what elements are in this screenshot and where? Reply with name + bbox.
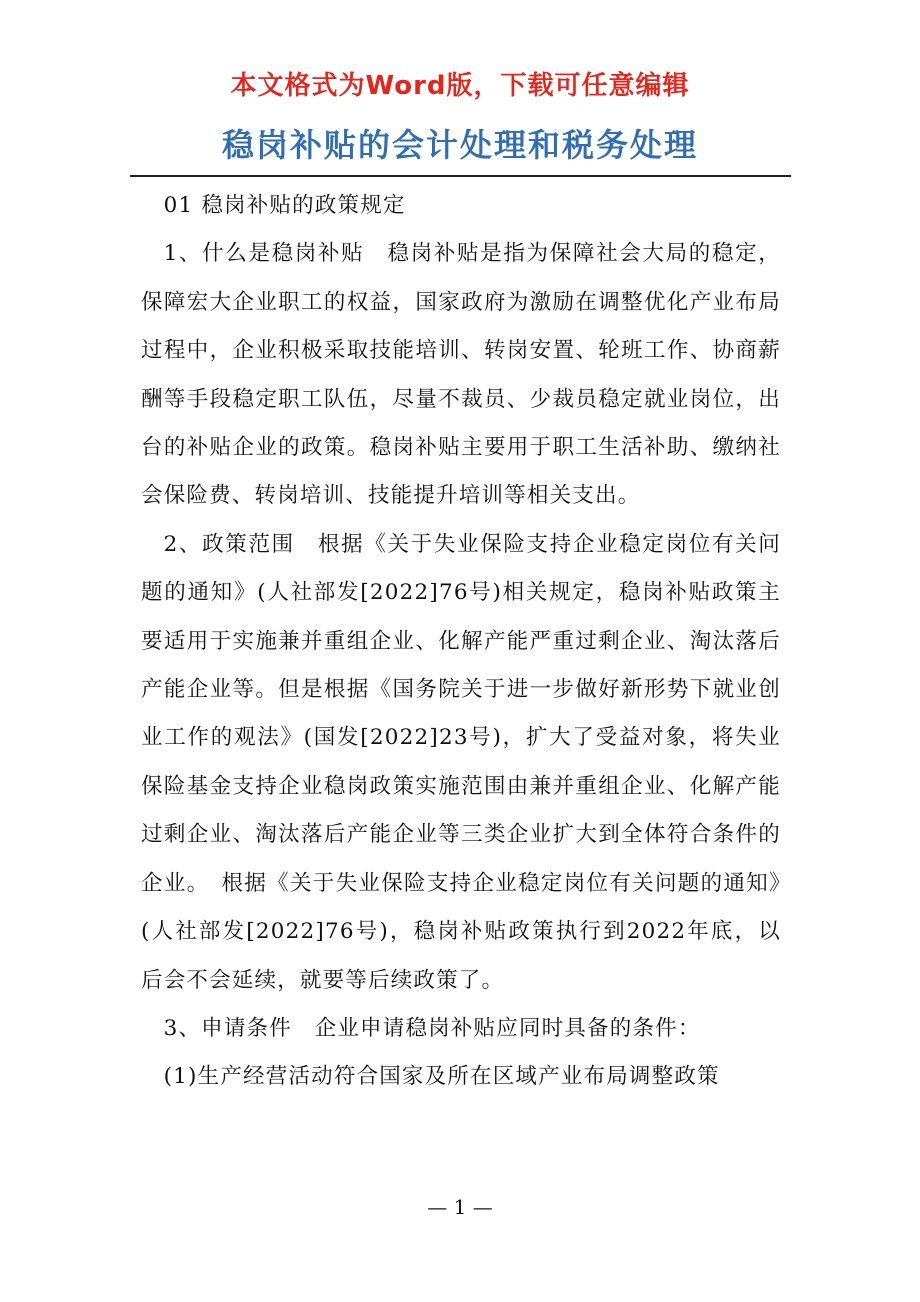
download-banner: 本文格式为Word版，下载可任意编辑 <box>230 71 690 101</box>
paragraph-condition-1: (1)生产经营活动符合国家及所在区域产业布局调整政策 <box>163 1064 720 1090</box>
section-heading: 01 稳岗补贴的政策规定 <box>163 193 406 218</box>
paragraph-what-is-subsidy: 1、什么是稳岗补贴 稳岗补贴是指为保障社会大局的稳定，保障宏大企业职工的权益，国家政府为激励在调整优化产业布局过程中，企业积极采取技能培训、转岗安置、轮班工作、协商薪酬等手段稳定职工队伍，尽量不裁员、少裁员稳定就业岗位，出台的补贴企业的政策。稳岗补贴主要用于职工生活补助、缴纳社会保险费、转岗培训、技能提升培训等相关支出。 <box>141 241 781 509</box>
document-body <box>141 182 781 1102</box>
paragraph-application-conditions: 3、申请条件 企业申请稳岗补贴应同时具备的条件： <box>163 1015 701 1041</box>
document-title: 稳岗补贴的会计处理和税务处理 <box>221 126 698 164</box>
page-number: — 1 — <box>427 1195 493 1219</box>
paragraph-policy-scope: 2、政策范围 根据《关于失业保险支持企业稳定岗位有关问题的通知》(人社部发[2022]76号)相关规定，稳岗补贴政策主要适用于实施兼并重组企业、化解产能严重过剩企业、淘汰落后产能企业等。但是根据《国务院关于进一步做好新形势下就业创业工作的观法》(国发[2022]23号)，扩大了受益对象，将失业保险基金支持企业稳岗政策实施范围由兼并重组企业、化解产能过剩企业、淘汰落后产能企业等三类企业扩大到全体符合条件的企业。 根据《关于失业保险支持企业稳定岗位有关问题的通知》(人社部发[2022]76号)，稳岗补贴政策执行到2022年底，以后会不会延续，就要等后续政策了。 <box>141 531 781 993</box>
title-divider <box>130 175 791 177</box>
